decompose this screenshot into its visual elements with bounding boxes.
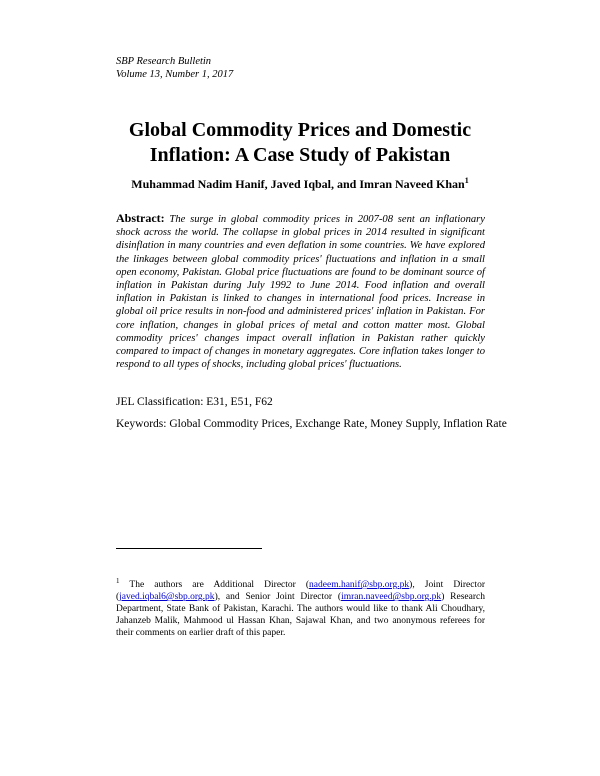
journal-header	[116, 55, 233, 81]
journal-issue: Volume 13, Number 1, 2017	[116, 69, 234, 80]
footnote-text-3: ), and Senior Joint Director (	[214, 592, 342, 603]
jel-classification: JEL Classification: E31, E51, F62	[116, 396, 273, 408]
email-link-iqbal[interactable]: javed.iqbal6@sbp.org.pk	[119, 592, 215, 603]
paper-title	[100, 118, 500, 168]
abstract-label: Abstract:	[116, 211, 165, 225]
abstract-text: The surge in global commodity prices in 2007-08 sent an inflationary shock across the world. The collapse in global prices in 2014 resulted in significant disinflation in many countries and even deflation in some countries. We have explored the linkages between global commodity prices' fluctuations and inflation in a small open economy, Pakistan. Global price fluctuations are found to be dominant source of inflation in Pakistan during July 1992 to June 2014. Food inflation and overall inflation in Pakistan is linked to changes in international food prices. Increase in global oil price results in non-food and administered prices' inflation in Pakistan. For core inflation, changes in global prices of metal and cotton matter most. Global commodity prices' changes impact overall inflation in Pakistan rather quickly compared to impact of changes in monetary aggregates. Core inflation takes longer to respond to all types of shocks, including global prices' fluctuations.	[116, 214, 485, 371]
abstract	[116, 212, 485, 371]
footnote-text-1: The authors are Additional Director (	[119, 580, 310, 591]
keywords: Keywords: Global Commodity Prices, Exchange Rate, Money Supply, Inflation Rate	[116, 418, 507, 430]
email-link-khan[interactable]: imran.naveed@sbp.org.pk	[341, 592, 442, 603]
author-list	[100, 173, 500, 192]
email-link-hanif[interactable]: nadeem.hanif@sbp.org.pk	[309, 580, 410, 591]
author-names: Muhammad Nadim Hanif, Javed Iqbal, and Imran Naveed Khan	[131, 177, 465, 191]
journal-name: SBP Research Bulletin	[116, 56, 212, 67]
footnote-text-4: ) Research Department, State Bank of Pakistan, Karachi. The authors would like to thank Ali Choudhary, Jahanzeb Malik, Mahmood ul Hassan Khan, Sajawal Khan, and two anonymous referees for their comments on earlier draft of this paper.	[116, 592, 485, 639]
footnote	[116, 575, 485, 639]
footnote-marker: 1	[116, 577, 120, 585]
footnote-text-2: ), Joint Director (	[116, 580, 485, 603]
author-footnote-marker[interactable]: 1	[464, 176, 469, 185]
footnote-divider	[116, 548, 262, 549]
paper-title-line-2: Inflation: A Case Study of Pakistan	[149, 144, 451, 166]
paper-title-line-1: Global Commodity Prices and Domestic	[128, 119, 472, 141]
